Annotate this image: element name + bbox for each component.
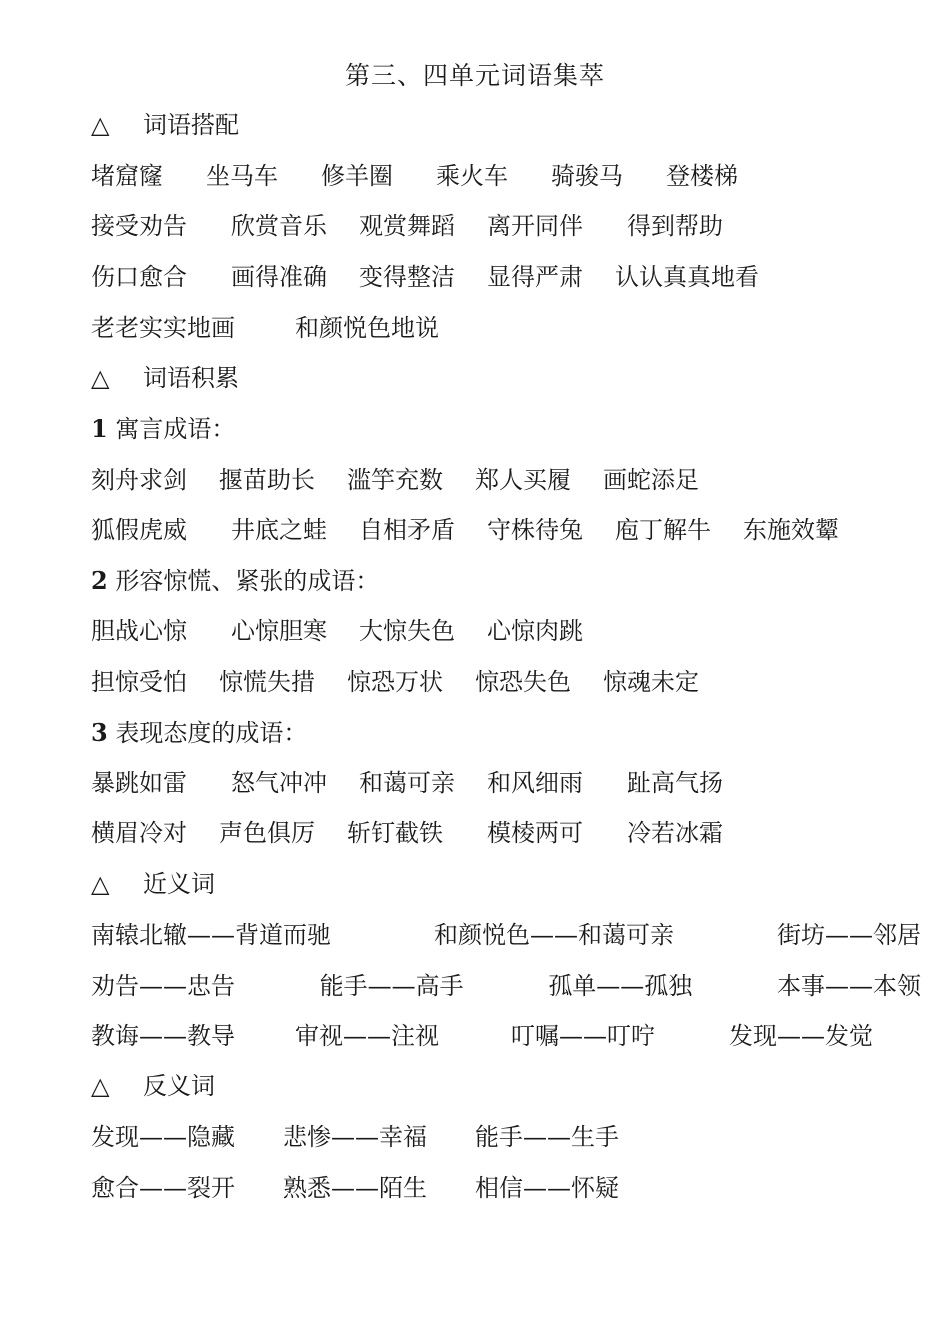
triangle-icon: △: [91, 1072, 110, 1100]
word-pair: 劝告——忠告: [91, 972, 235, 1000]
idiom-item: 斩钉截铁: [347, 819, 443, 847]
word-item: 骑骏马: [551, 162, 623, 190]
word-item: 和颜悦色地说: [295, 314, 439, 342]
idiom-group-2-label: [91, 561, 921, 601]
word-pair: 街坊——邻居: [777, 921, 921, 949]
word-pair: 能手——生手: [475, 1123, 619, 1151]
word-pair: 能手——高手: [319, 972, 464, 1000]
word-item: 认认真真地看: [615, 263, 759, 291]
section-heading-accumulation: [91, 358, 921, 398]
idiom-group-1-label: [91, 409, 921, 449]
idiom-item: 画蛇添足: [603, 466, 699, 494]
idiom-group-1-row-1: [91, 460, 921, 500]
word-item: 观赏舞蹈: [359, 212, 455, 240]
word-item: 乘火车: [436, 162, 508, 190]
word-pair: 教诲——教导: [91, 1022, 235, 1050]
idiom-item: 心惊肉跳: [487, 617, 583, 645]
antonym-row-1: [91, 1117, 921, 1157]
heading-text: 近义词: [143, 870, 215, 898]
idiom-item: 趾高气扬: [627, 769, 723, 797]
triangle-icon: △: [91, 870, 110, 898]
idiom-item: 暴跳如雷: [91, 769, 187, 797]
idiom-item: 冷若冰霜: [627, 819, 723, 847]
group-label: 寓言成语：: [115, 415, 236, 443]
word-item: 得到帮助: [627, 212, 723, 240]
word-item: 堵窟窿: [91, 162, 163, 190]
group-number: 2: [91, 566, 108, 595]
antonym-row-2: [91, 1168, 921, 1208]
idiom-item: 守株待兔: [487, 516, 583, 544]
group-label: 表现态度的成语：: [115, 719, 308, 747]
word-item: 伤口愈合: [91, 263, 187, 291]
idiom-item: 庖丁解牛: [615, 516, 711, 544]
idiom-item: 惊魂未定: [603, 668, 699, 696]
group-number: 1: [91, 414, 108, 443]
idiom-item: 郑人买履: [475, 466, 571, 494]
word-item: 修羊圈: [321, 162, 393, 190]
section-heading-antonyms: [91, 1066, 921, 1106]
word-item: 显得严肃: [487, 263, 583, 291]
idiom-item: 惊恐万状: [347, 668, 443, 696]
idiom-item: 井底之蛙: [231, 516, 327, 544]
word-pair: 孤单——孤独: [548, 972, 693, 1000]
idiom-item: 东施效颦: [743, 516, 839, 544]
collocation-row-1: [91, 156, 921, 196]
word-item: 离开同伴: [487, 212, 583, 240]
section-heading-synonyms: [91, 864, 921, 904]
collocation-row-4: [91, 308, 921, 348]
word-pair: 悲惨——幸福: [283, 1123, 427, 1151]
group-number: 3: [91, 718, 108, 747]
word-pair: 南辕北辙——背道而驰: [91, 921, 331, 949]
word-item: 画得准确: [231, 263, 327, 291]
word-pair: 愈合——裂开: [91, 1174, 235, 1202]
idiom-item: 刻舟求剑: [91, 466, 187, 494]
idiom-item: 和蔼可亲: [359, 769, 455, 797]
word-item: 老老实实地画: [91, 314, 235, 342]
idiom-item: 担惊受怕: [91, 668, 187, 696]
word-pair: 叮嘱——叮咛: [511, 1022, 655, 1050]
idiom-group-3-row-1: [91, 763, 921, 803]
heading-text: 反义词: [143, 1072, 215, 1100]
idiom-group-2-row-1: [91, 611, 921, 651]
word-item: 欣赏音乐: [231, 212, 327, 240]
idiom-item: 惊慌失措: [219, 668, 315, 696]
idiom-item: 模棱两可: [487, 819, 583, 847]
word-pair: 发现——发觉: [729, 1022, 873, 1050]
triangle-icon: △: [91, 111, 110, 139]
synonym-row-3: [91, 1016, 921, 1056]
section-heading-collocation: [91, 105, 921, 145]
group-label: 形容惊慌、紧张的成语：: [115, 567, 380, 595]
word-pair: 和颜悦色——和蔼可亲: [434, 921, 674, 949]
idiom-item: 和风细雨: [487, 769, 583, 797]
word-item: 坐马车: [206, 162, 278, 190]
collocation-row-2: [91, 206, 921, 246]
idiom-group-1-row-2: [91, 510, 921, 550]
idiom-group-3-row-2: [91, 813, 921, 853]
collocation-row-3: [91, 257, 921, 297]
idiom-item: 声色俱厉: [219, 819, 315, 847]
idiom-item: 自相矛盾: [359, 516, 455, 544]
word-pair: 本事——本领: [776, 972, 921, 1000]
word-pair: 熟悉——陌生: [283, 1174, 427, 1202]
page-title: 第三、四单元词语集萃: [344, 61, 605, 90]
idiom-item: 横眉冷对: [91, 819, 187, 847]
idiom-item: 胆战心惊: [91, 617, 187, 645]
idiom-item: 怒气冲冲: [231, 769, 327, 797]
triangle-icon: △: [91, 364, 110, 392]
idiom-item: 狐假虎威: [91, 516, 187, 544]
word-pair: 相信——怀疑: [475, 1174, 619, 1202]
idiom-item: 滥竽充数: [347, 466, 443, 494]
idiom-group-3-label: [91, 713, 921, 753]
idiom-item: 心惊胆寒: [231, 617, 327, 645]
heading-text: 词语搭配: [143, 111, 239, 139]
idiom-item: 惊恐失色: [475, 668, 571, 696]
word-item: 登楼梯: [666, 162, 738, 190]
synonym-row-1: [91, 915, 921, 955]
word-item: 变得整洁: [359, 263, 455, 291]
idiom-item: 大惊失色: [359, 617, 455, 645]
word-item: 接受劝告: [91, 212, 187, 240]
idiom-group-2-row-2: [91, 662, 921, 702]
word-pair: 发现——隐藏: [91, 1123, 235, 1151]
word-pair: 审视——注视: [295, 1022, 439, 1050]
heading-text: 词语积累: [143, 364, 239, 392]
idiom-item: 揠苗助长: [219, 466, 315, 494]
synonym-row-2: [91, 966, 921, 1006]
